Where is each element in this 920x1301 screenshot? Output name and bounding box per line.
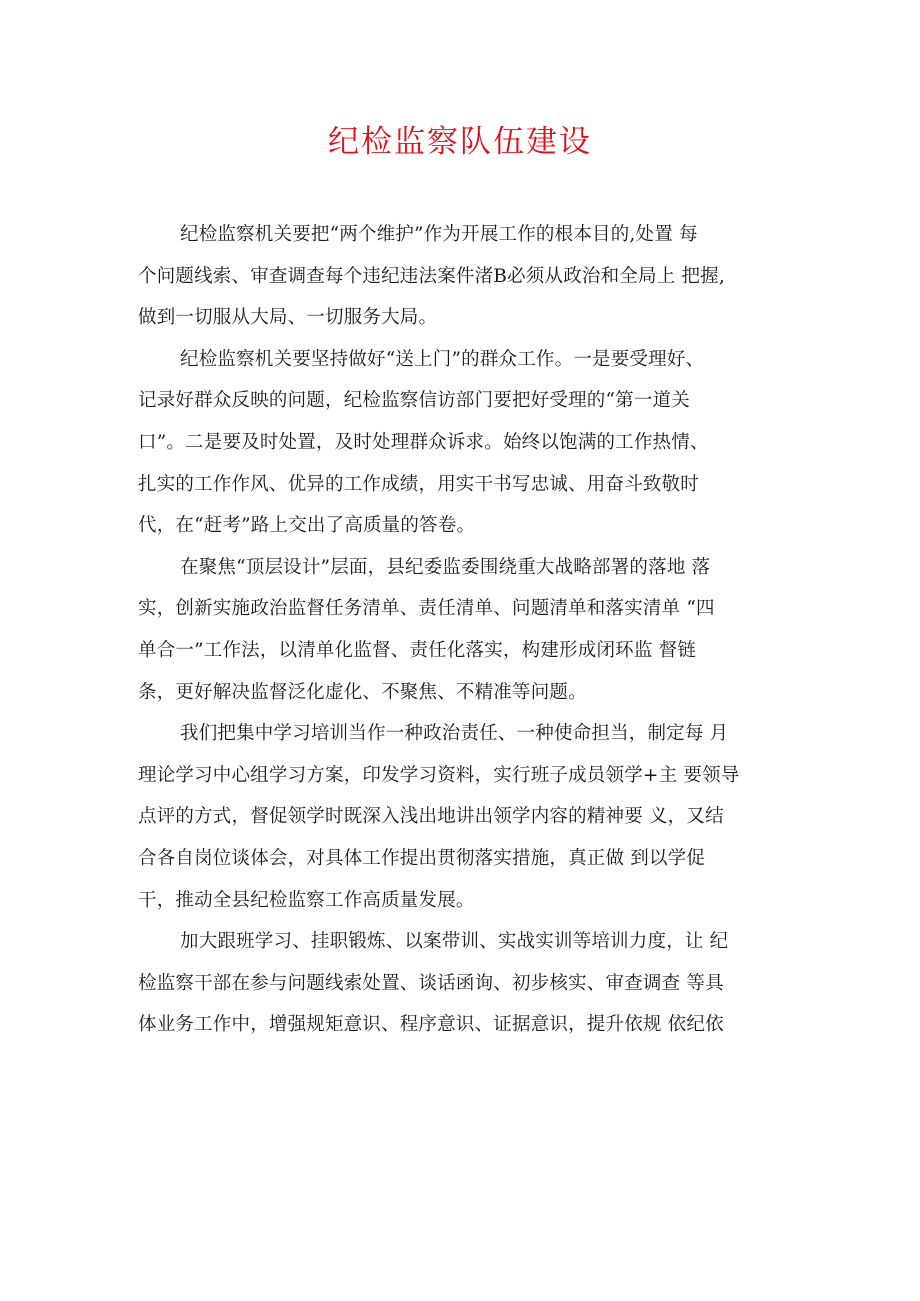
- paragraph-line: 检监察干部在参与问题线索处置、谈话函询、初步核实、审查调查 等具: [138, 972, 724, 994]
- paragraph-line: 纪检监察机关要坚持做好“送上门”的群众工作。一是要受理好、: [180, 348, 705, 370]
- paragraph-line: 纪检监察机关要把“两个维护”作为开展工作的根本目的,处置 每: [180, 224, 698, 245]
- paragraph-line: 干，推动全县纪检监察工作高质量发展。: [138, 889, 475, 911]
- paragraph-line: 我们把集中学习培训当作一种政治责任、一种使命担当，制定每 月: [180, 723, 729, 745]
- document-body: [138, 214, 783, 1046]
- paragraph-line: 口”。二是要及时处置，及时处理群众诉求。始终以饱满的工作热情、: [138, 431, 709, 453]
- paragraph-line: 实，创新实施政治监督任务清单、责任清单、问题清单和落实清单 “四: [138, 598, 715, 620]
- paragraph-line: 条，更好解决监督泛化虚化、不聚焦、不精准等问题。: [138, 681, 587, 703]
- paragraph-line: 合各自岗位谈体会，对具体工作提出贯彻落实措施，真正做 到以学促: [138, 847, 706, 869]
- paragraph-line: 在聚焦“顶层设计”层面，县纪委监委围绕重大战略部署的落地 落: [180, 556, 711, 578]
- paragraph-line: 代，在“赶考”路上交出了高质量的答卷。: [138, 515, 476, 537]
- paragraph-line: 单合一”工作法，以清单化监督、责任化落实，构建形成闭环监 督链: [138, 639, 697, 661]
- paragraph-line: 个问题线索、审查调查每个违纪违法案件渚B必须从政治和全局上 把握,: [138, 265, 725, 287]
- document-title: 纪检监察队伍建设: [328, 124, 592, 160]
- paragraph-3: [138, 547, 783, 713]
- paragraph-line: 扎实的工作作风、优异的工作成绩，用实干书写忠诚、用奋斗致敬时: [138, 473, 700, 495]
- paragraph-2: [138, 339, 783, 547]
- paragraph-line: 做到一切服从大局、一切服务大局。: [138, 307, 438, 329]
- paragraph-line: 点评的方式，督促领学时既深入浅出地讲出领学内容的精神要 义，又结: [138, 806, 724, 828]
- paragraph-line: 理论学习中心组学习方案，印发学习资料，实行班子成员领学+主 要领导: [138, 764, 740, 786]
- paragraph-line: 记录好群众反映的问题，纪检监察信访部门要把好受理的“第一道关: [138, 390, 690, 412]
- paragraph-5: [138, 921, 783, 1046]
- paragraph-4: [138, 713, 783, 921]
- paragraph-line: 体业务工作中，增强规矩意识、程序意识、证据意识，提升依规 依纪依: [138, 1014, 724, 1036]
- paragraph-1: [138, 214, 783, 339]
- paragraph-line: 加大跟班学习、挂职锻炼、以案带训、实战实训等培训力度，让 纪: [180, 931, 729, 953]
